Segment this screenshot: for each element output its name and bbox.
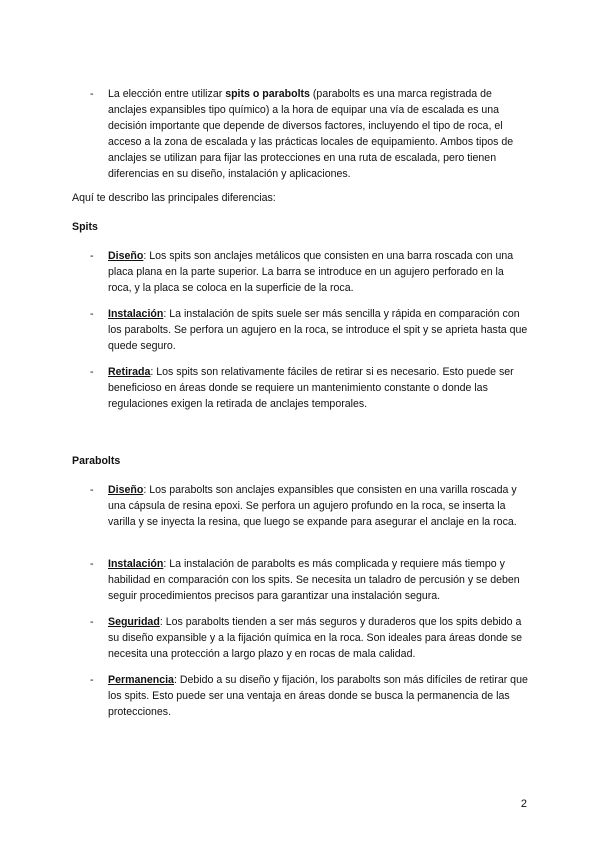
item-term: Instalación — [108, 558, 164, 570]
intro-paragraph — [90, 86, 530, 182]
item-term: Seguridad — [108, 616, 160, 628]
item-description: : La instalación de spits suele ser más sencilla y rápida en comparación con los parabolts. Se perfora un agujero en la roca, se introduce el spit y se aprieta hasta que quede seguro. — [108, 308, 528, 352]
item-description: : Debido a su diseño y fijación, los parabolts son más difíciles de retirar que los spits. Esto puede ser una ventaja en áreas donde se busca la permanencia de las protecciones. — [108, 674, 528, 718]
bullet-dash: - — [90, 308, 94, 320]
item-text — [108, 248, 530, 296]
intro-text-after: (parabolts es una marca registrada de anclajes expansibles tipo químico) a la hora de equipar una vía de escalada es una decisión importante que depende de diversos factores, incluyendo el tipo de roca, el acceso a la zona de escalada y las prácticas locales de equipamiento. Ambos tipos de anclajes se utilizan para fijar las protecciones en una ruta de escalada, pero tienen diferencias en su diseño, instalación y aplicaciones. — [108, 88, 514, 180]
parabolts-item-diseno — [90, 482, 530, 530]
spits-item-diseno — [90, 248, 530, 296]
item-text — [108, 556, 530, 604]
bullet-dash: - — [90, 558, 94, 570]
spits-item-instalacion — [90, 306, 530, 354]
item-text — [108, 482, 530, 530]
parabolts-item-seguridad — [90, 614, 530, 662]
bullet-dash: - — [90, 484, 94, 496]
item-description: : Los parabolts tienden a ser más seguros y duraderos que los spits debido a su diseño expansible y a la fijación química en la roca. Son ideales para áreas donde se necesita una protección a largo plazo y en rocas de mala calidad. — [108, 616, 523, 660]
item-description: : La instalación de parabolts es más complicada y requiere más tiempo y habilidad en comparación con los spits. Se necesita un taladro de percusión y se deben seguir procedimientos precisos para garantizar una instalación segura. — [108, 558, 520, 602]
intro-text-before: La elección entre utilizar — [108, 88, 226, 100]
item-term: Retirada — [108, 366, 151, 378]
item-text — [108, 614, 530, 662]
intro-text — [108, 86, 530, 182]
item-text — [108, 672, 530, 720]
parabolts-item-instalacion — [90, 556, 530, 604]
item-description: : Los parabolts son anclajes expansibles que consisten en una varilla roscada y una cápsula de resina epoxi. Se perfora un agujero profundo en la roca, se inserta la varilla y se inyecta la resina, que luego se expande para asegurar el anclaje en la roca. — [108, 484, 517, 528]
bullet-dash: - — [90, 674, 94, 686]
spits-item-retirada — [90, 364, 530, 412]
item-term: Diseño — [108, 484, 144, 496]
item-text — [108, 306, 530, 354]
intro-bold-term: spits o parabolts — [225, 88, 310, 100]
parabolts-heading: Parabolts — [72, 455, 121, 467]
bullet-dash: - — [90, 366, 94, 378]
item-term: Diseño — [108, 250, 144, 262]
spits-heading: Spits — [72, 221, 98, 233]
item-text — [108, 364, 530, 412]
lead-sentence: Aquí te describo las principales diferencias: — [72, 192, 276, 204]
item-description: : Los spits son anclajes metálicos que consisten en una barra roscada con una placa plana en la parte superior. La barra se introduce en un agujero perforado en la roca, y la placa se coloca en la superficie de la roca. — [108, 250, 514, 294]
bullet-dash: - — [90, 88, 94, 100]
item-description: : Los spits son relativamente fáciles de retirar si es necesario. Esto puede ser beneficioso en áreas donde se requiere un mantenimiento constante o donde las regulaciones exigen la retirada de anclajes temporales. — [108, 366, 514, 410]
page-number: 2 — [520, 798, 527, 810]
bullet-dash: - — [90, 250, 94, 262]
item-term: Instalación — [108, 308, 164, 320]
item-term: Permanencia — [108, 674, 174, 686]
parabolts-item-permanencia — [90, 672, 530, 720]
bullet-dash: - — [90, 616, 94, 628]
